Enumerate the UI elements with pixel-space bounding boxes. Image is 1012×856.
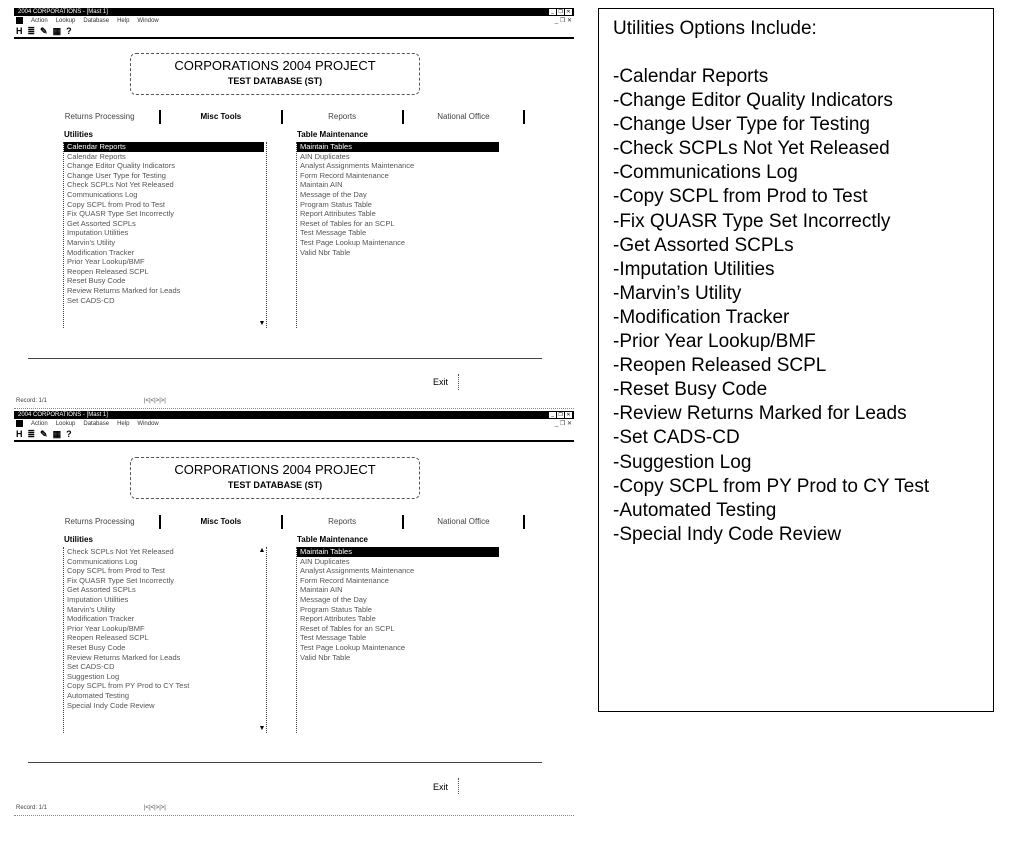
list-item[interactable]: Change User Type for Testing: [67, 170, 166, 180]
list-item[interactable]: Set CADS-CD: [67, 662, 115, 672]
print-icon[interactable]: ≣: [27, 26, 36, 36]
save-icon[interactable]: H: [16, 26, 23, 36]
title-bar: [14, 411, 574, 419]
record-navigator[interactable]: |<|<|>|>|: [144, 398, 166, 404]
callout-item: -Copy SCPL from Prod to Test: [613, 186, 868, 208]
list-item[interactable]: AIN Duplicates: [300, 151, 350, 161]
tab-misc-tools[interactable]: Misc Tools: [161, 515, 282, 529]
list-item[interactable]: Program Status Table: [300, 604, 372, 614]
list-item[interactable]: Communications Log: [67, 189, 138, 199]
callout-item: -Fix QUASR Type Set Incorrectly: [613, 210, 891, 232]
menu-action[interactable]: Action: [31, 421, 48, 427]
tab-reports[interactable]: Reports: [283, 515, 404, 529]
panel-divider: [28, 762, 542, 763]
utilities-scrollbar[interactable]: [258, 142, 267, 328]
menu-action[interactable]: Action: [31, 18, 48, 24]
list-item[interactable]: Communications Log: [67, 556, 138, 566]
callout-item: -Prior Year Lookup/BMF: [613, 331, 816, 353]
list-item[interactable]: Test Message Table: [300, 228, 367, 238]
list-item[interactable]: Modification Tracker: [67, 247, 135, 257]
table-maintenance-listbox[interactable]: [296, 547, 499, 733]
app-icon[interactable]: [16, 420, 23, 427]
list-item[interactable]: Analyst Assignments Maintenance: [300, 566, 415, 576]
tab-national-office[interactable]: National Office: [404, 515, 525, 529]
callout-item: -Set CADS-CD: [613, 427, 740, 449]
record-indicator: Record: 1/1: [16, 805, 48, 811]
toolbar: [14, 429, 574, 442]
list-item[interactable]: Reset Busy Code: [67, 642, 126, 652]
status-bar: [14, 398, 574, 409]
list-item[interactable]: Fix QUASR Type Set Incorrectly: [67, 575, 174, 585]
callout-item: -Special Indy Code Review: [613, 523, 842, 545]
list-item[interactable]: Reopen Released SCPL: [67, 266, 149, 276]
callout-item: -Copy SCPL from PY Prod to CY Test: [613, 475, 930, 497]
grid-icon[interactable]: ▦: [52, 429, 62, 439]
edit-icon[interactable]: ✎: [40, 429, 48, 439]
tab-returns-processing[interactable]: Returns Processing: [40, 515, 161, 529]
app-window-bottom: [14, 411, 574, 442]
menu-window[interactable]: Window: [137, 18, 159, 24]
app-icon[interactable]: [16, 17, 23, 24]
callout-item: -Change Editor Quality Indicators: [613, 90, 893, 112]
list-item[interactable]: Maintain AIN: [300, 180, 343, 190]
list-item[interactable]: Fix QUASR Type Set Incorrectly: [67, 209, 174, 219]
panel-divider: [28, 358, 542, 359]
list-item[interactable]: Special Indy Code Review: [67, 700, 155, 710]
list-item[interactable]: Analyst Assignments Maintenance: [300, 161, 415, 171]
list-item[interactable]: Valid Nbr Table: [300, 247, 351, 257]
exit-separator: [458, 374, 460, 390]
callout-item: -Reopen Released SCPL: [613, 355, 827, 377]
callout-item: -Get Assorted SCPLs: [613, 234, 794, 256]
list-item[interactable]: Reset Busy Code: [67, 276, 126, 286]
record-indicator: Record: 1/1: [16, 398, 48, 404]
list-item[interactable]: Marvin's Utility: [67, 237, 116, 247]
minimize-icon[interactable]: _: [549, 9, 556, 15]
mdi-controls[interactable]: _ ❐ ✕: [554, 18, 572, 24]
utilities-callout-box: [598, 8, 994, 712]
window-title: 2004 CORPORATIONS - [Mast 1]: [18, 412, 108, 418]
list-item[interactable]: Modification Tracker: [67, 614, 135, 624]
list-item[interactable]: Reset of Tables for an SCPL: [300, 623, 395, 633]
record-navigator[interactable]: |<|<|>|>|: [144, 805, 166, 811]
tab-returns-processing[interactable]: Returns Processing: [40, 110, 161, 124]
table-maintenance-label: Table Maintenance: [297, 130, 368, 139]
print-icon[interactable]: ≣: [27, 429, 36, 439]
window-title: 2004 CORPORATIONS - [Mast 1]: [18, 9, 108, 15]
menu-window[interactable]: Window: [137, 421, 159, 427]
list-item[interactable]: Form Record Maintenance: [300, 575, 389, 585]
project-title: CORPORATIONS 2004 PROJECT: [174, 58, 376, 73]
callout-item: -Reset Busy Code: [613, 379, 768, 401]
utilities-listbox[interactable]: [63, 547, 264, 733]
exit-button[interactable]: Exit: [433, 782, 449, 792]
list-item[interactable]: Valid Nbr Table: [300, 652, 351, 662]
help-icon[interactable]: ?: [66, 429, 72, 439]
grid-icon[interactable]: ▦: [52, 26, 62, 36]
list-item[interactable]: Report Attributes Table: [300, 614, 376, 624]
callout-list: [613, 65, 979, 547]
list-item[interactable]: Copy SCPL from PY Prod to CY Test: [67, 681, 190, 691]
tab-bar: [40, 515, 525, 529]
scroll-down-icon[interactable]: ▼: [258, 725, 266, 732]
menu-help[interactable]: Help: [117, 421, 130, 427]
list-item[interactable]: Imputation Utilities: [67, 228, 129, 238]
list-item[interactable]: Maintain AIN: [300, 585, 343, 595]
help-icon[interactable]: ?: [66, 26, 72, 36]
scroll-up-icon[interactable]: ▲: [258, 547, 266, 554]
list-item[interactable]: Reopen Released SCPL: [67, 633, 149, 643]
database-subtitle: TEST DATABASE (ST): [227, 76, 323, 86]
list-item[interactable]: Imputation Utilities: [67, 594, 129, 604]
project-header: [130, 53, 420, 95]
project-header: [130, 457, 420, 499]
list-item[interactable]: Prior Year Lookup/BMF: [67, 623, 145, 633]
tab-misc-tools[interactable]: Misc Tools: [161, 110, 282, 124]
list-item[interactable]: Test Page Lookup Maintenance: [300, 237, 406, 247]
utilities-label: Utilities: [64, 535, 93, 544]
callout-item: -Marvin’s Utility: [613, 282, 742, 304]
menu-bar: [14, 16, 574, 26]
toolbar: [14, 26, 574, 39]
callout-item: -Communications Log: [613, 162, 798, 184]
list-item[interactable]: AIN Duplicates: [300, 556, 350, 566]
app-window-top: [14, 8, 574, 39]
menu-database[interactable]: Database: [83, 421, 110, 427]
list-item[interactable]: Test Page Lookup Maintenance: [300, 642, 406, 652]
list-item[interactable]: Report Attributes Table: [300, 209, 376, 219]
scroll-down-icon[interactable]: ▼: [258, 320, 266, 327]
tab-bar: [40, 110, 525, 124]
restore-icon[interactable]: ❐: [558, 412, 563, 418]
list-item[interactable]: Copy SCPL from Prod to Test: [67, 566, 165, 576]
list-item[interactable]: Maintain Tables: [297, 142, 499, 152]
database-subtitle: TEST DATABASE (ST): [227, 480, 323, 490]
exit-separator: [458, 778, 460, 794]
utilities-scrollbar[interactable]: [258, 547, 267, 733]
minimize-icon[interactable]: _: [549, 412, 556, 418]
table-maintenance-label: Table Maintenance: [297, 535, 368, 544]
list-item[interactable]: Set CADS-CD: [67, 295, 115, 305]
scroll-up-icon[interactable]: ▲: [258, 142, 266, 149]
exit-button[interactable]: Exit: [433, 377, 449, 387]
menu-bar: [14, 419, 574, 429]
list-item[interactable]: Marvin's Utility: [67, 604, 116, 614]
list-item[interactable]: Reset of Tables for an SCPL: [300, 218, 395, 228]
callout-item: -Calendar Reports: [613, 66, 769, 87]
callout-item: -Automated Testing: [613, 499, 777, 521]
list-item[interactable]: Automated Testing: [67, 690, 129, 700]
list-item[interactable]: Form Record Maintenance: [300, 170, 389, 180]
list-item[interactable]: Review Returns Marked for Leads: [67, 652, 181, 662]
list-item[interactable]: Test Message Table: [300, 633, 367, 643]
list-item[interactable]: Review Returns Marked for Leads: [67, 285, 181, 295]
list-item[interactable]: Suggestion Log: [67, 671, 120, 681]
list-item[interactable]: Check SCPLs Not Yet Released: [67, 180, 174, 190]
tab-national-office[interactable]: National Office: [404, 110, 525, 124]
callout-item: -Imputation Utilities: [613, 258, 775, 280]
mdi-controls[interactable]: _ ❐ ✕: [554, 421, 572, 427]
edit-icon[interactable]: ✎: [40, 26, 48, 36]
title-bar: [14, 8, 574, 16]
list-item[interactable]: Program Status Table: [300, 199, 372, 209]
restore-icon[interactable]: ❐: [558, 9, 563, 15]
close-icon[interactable]: ✕: [566, 9, 571, 15]
list-item[interactable]: Calendar Reports: [67, 151, 126, 161]
list-item[interactable]: Copy SCPL from Prod to Test: [67, 199, 165, 209]
list-item[interactable]: Change Editor Quality Indicators: [67, 161, 175, 171]
status-bar: [14, 805, 574, 816]
list-item[interactable]: Calendar Reports: [64, 142, 264, 152]
list-item[interactable]: Get Assorted SCPLs: [67, 218, 136, 228]
callout-item: -Change User Type for Testing: [613, 114, 870, 136]
callout-item: -Check SCPLs Not Yet Released: [613, 138, 890, 160]
project-title: CORPORATIONS 2004 PROJECT: [174, 462, 376, 477]
utilities-label: Utilities: [64, 130, 93, 139]
list-item[interactable]: Prior Year Lookup/BMF: [67, 257, 145, 267]
list-item[interactable]: Get Assorted SCPLs: [67, 585, 136, 595]
callout-item: -Suggestion Log: [613, 451, 752, 473]
list-item[interactable]: Check SCPLs Not Yet Released: [67, 547, 174, 556]
callout-title: Utilities Options Include:: [613, 18, 817, 39]
menu-lookup[interactable]: Lookup: [55, 18, 76, 24]
save-icon[interactable]: H: [16, 429, 23, 439]
menu-help[interactable]: Help: [117, 18, 130, 24]
callout-item: -Modification Tracker: [613, 306, 790, 328]
callout-item: -Review Returns Marked for Leads: [613, 403, 907, 425]
table-maintenance-listbox[interactable]: [296, 142, 499, 328]
menu-database[interactable]: Database: [83, 18, 110, 24]
utilities-listbox[interactable]: [63, 142, 264, 328]
list-item[interactable]: Maintain Tables: [297, 547, 499, 557]
menu-lookup[interactable]: Lookup: [55, 421, 76, 427]
tab-reports[interactable]: Reports: [283, 110, 404, 124]
list-item[interactable]: Message of the Day: [300, 594, 367, 604]
list-item[interactable]: Message of the Day: [300, 189, 367, 199]
close-icon[interactable]: ✕: [566, 412, 571, 418]
